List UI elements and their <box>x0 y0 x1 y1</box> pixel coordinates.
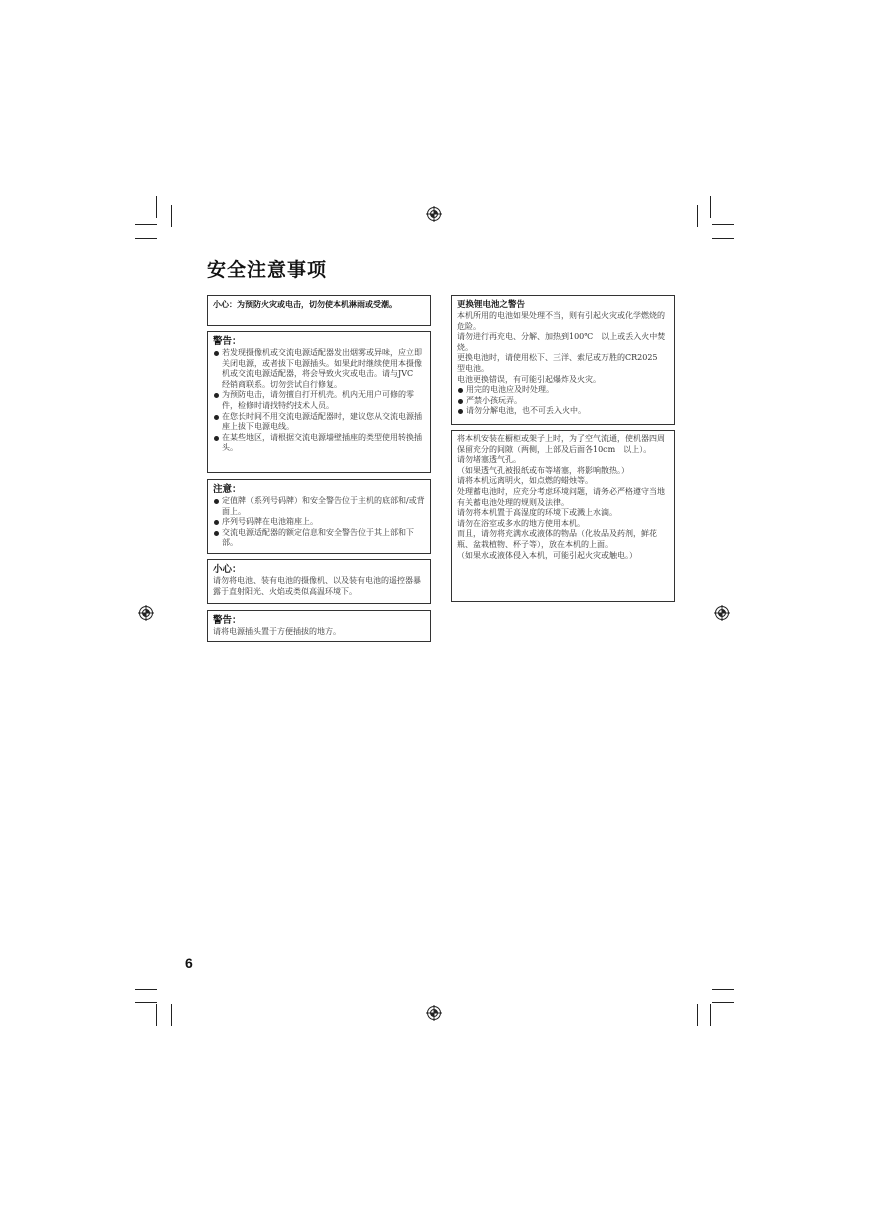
crop-mark <box>135 224 157 225</box>
page-title: 安全注意事项 <box>207 259 328 281</box>
battery-warning-box <box>451 295 675 425</box>
warning-body: 请将电源插头置于方便插拔的地方。 <box>213 627 341 636</box>
list-item: 严禁小孩玩弄。 <box>457 396 669 407</box>
note-heading: 注意： <box>213 484 242 495</box>
registration-target-icon <box>426 1005 442 1021</box>
crop-mark <box>156 196 157 218</box>
crop-mark <box>135 989 157 990</box>
installation-box <box>451 430 675 602</box>
paragraph: 而且，请勿将充满水或液体的物品（化妆品及药剂，鲜花瓶、盆栽植物、杯子等），放在本机的上面。 <box>457 529 657 549</box>
warning-heading: 警告： <box>213 336 242 347</box>
paragraph: 请勿将本机置于高湿度的环境下或溅上水滴。 <box>457 508 617 518</box>
paragraph: 请将本机远离明火，如点燃的蜡烛等。 <box>457 476 593 486</box>
list-item: 用完的电池应及时处理。 <box>457 385 669 396</box>
crop-mark <box>135 238 157 239</box>
list-item: 序列号码牌在电池箱座上。 <box>213 517 425 528</box>
warning-list <box>213 348 425 454</box>
registration-target-icon <box>426 206 442 222</box>
crop-mark <box>697 205 698 227</box>
paragraph: 本机所用的电池如果处理不当，则有引起火灾或化学燃烧的危险。 <box>457 311 665 331</box>
paragraph: 请勿进行再充电、分解、加热到100℃ 以上或丢入火中焚烧。 <box>457 332 666 352</box>
warning-box <box>207 331 431 473</box>
list-item: 在您长时间不用交流电源适配器时，建议您从交流电源插座上拔下电源电线。 <box>213 412 425 433</box>
paragraph: 处理蓄电池时，应充分考虑环境问题，请务必严格遵守当地有关蓄电池处理的规则及法律。 <box>457 486 665 507</box>
caution-heading: 小心： <box>213 564 242 575</box>
crop-mark <box>697 1004 698 1026</box>
warning-box-plug <box>207 610 431 642</box>
paragraph: 电池更换错误，有可能引起爆炸及火灾。 <box>457 374 601 384</box>
warning-heading: 警告： <box>213 615 242 626</box>
crop-mark <box>712 1002 734 1003</box>
list-item: 请勿分解电池，也不可丢入火中。 <box>457 406 669 417</box>
list-item: 若发现摄像机或交流电源适配器发出烟雾或异味，应立即关闭电源，或者拔下电源插头。如果此时继续使用本摄像机或交流电源适配器，将会导致火灾或电击。请与JVC 经销商联系。切勿尝试自行修复。 <box>213 348 425 390</box>
registration-target-icon <box>714 605 730 621</box>
crop-mark <box>135 1002 157 1003</box>
note-list <box>213 496 425 549</box>
registration-target-icon <box>138 605 154 621</box>
crop-mark <box>156 1004 157 1026</box>
caution-text: 小心：为预防火灾或电击，切勿使本机淋雨或受潮。 <box>213 300 397 309</box>
note-box <box>207 479 431 554</box>
crop-mark <box>171 1004 172 1026</box>
paragraph: 将本机安装在橱柜或架子上时，为了空气流通，使机器四周保留充分的间隙（两侧，上部及后面各10cm 以上）。 <box>457 434 665 454</box>
caution-body: 请勿将电池、装有电池的摄像机、以及装有电池的遥控器暴露于直射阳光、火焰或类似高温环境下。 <box>213 576 421 596</box>
crop-mark <box>710 1004 711 1026</box>
list-item: 在某些地区，请根据交流电源墙壁插座的类型使用转换插头。 <box>213 433 425 454</box>
paragraph: 请勿在浴室或多水的地方使用本机。 <box>457 518 585 528</box>
battery-list <box>457 385 669 417</box>
caution-box <box>207 559 431 604</box>
battery-heading: 更换锂电池之警告 <box>457 300 526 310</box>
paragraph: （如果透气孔被报纸或布等堵塞，将影响散热。） <box>457 465 629 475</box>
page-number: 6 <box>185 955 193 971</box>
list-item: 为预防电击，请勿擅自打开机壳。机内无用户可修的零件，检修时请找特约技术人员。 <box>213 390 425 411</box>
list-item: 交流电源适配器的额定信息和安全警告位于其上部和下部。 <box>213 528 425 549</box>
crop-mark <box>712 238 734 239</box>
crop-mark <box>710 196 711 218</box>
paragraph: （如果水或液体侵入本机，可能引起火灾或触电。） <box>457 550 637 560</box>
crop-mark <box>171 205 172 227</box>
paragraph: 请勿堵塞透气孔。 <box>457 455 521 465</box>
caution-box-top <box>207 295 431 326</box>
paragraph: 更换电池时，请使用松下、三洋、索尼或万胜的CR2025 型电池。 <box>457 353 666 373</box>
crop-mark <box>712 224 734 225</box>
crop-mark <box>712 989 734 990</box>
list-item: 定值牌（系列号码牌）和安全警告位于主机的底部和/或背面上。 <box>213 496 425 517</box>
